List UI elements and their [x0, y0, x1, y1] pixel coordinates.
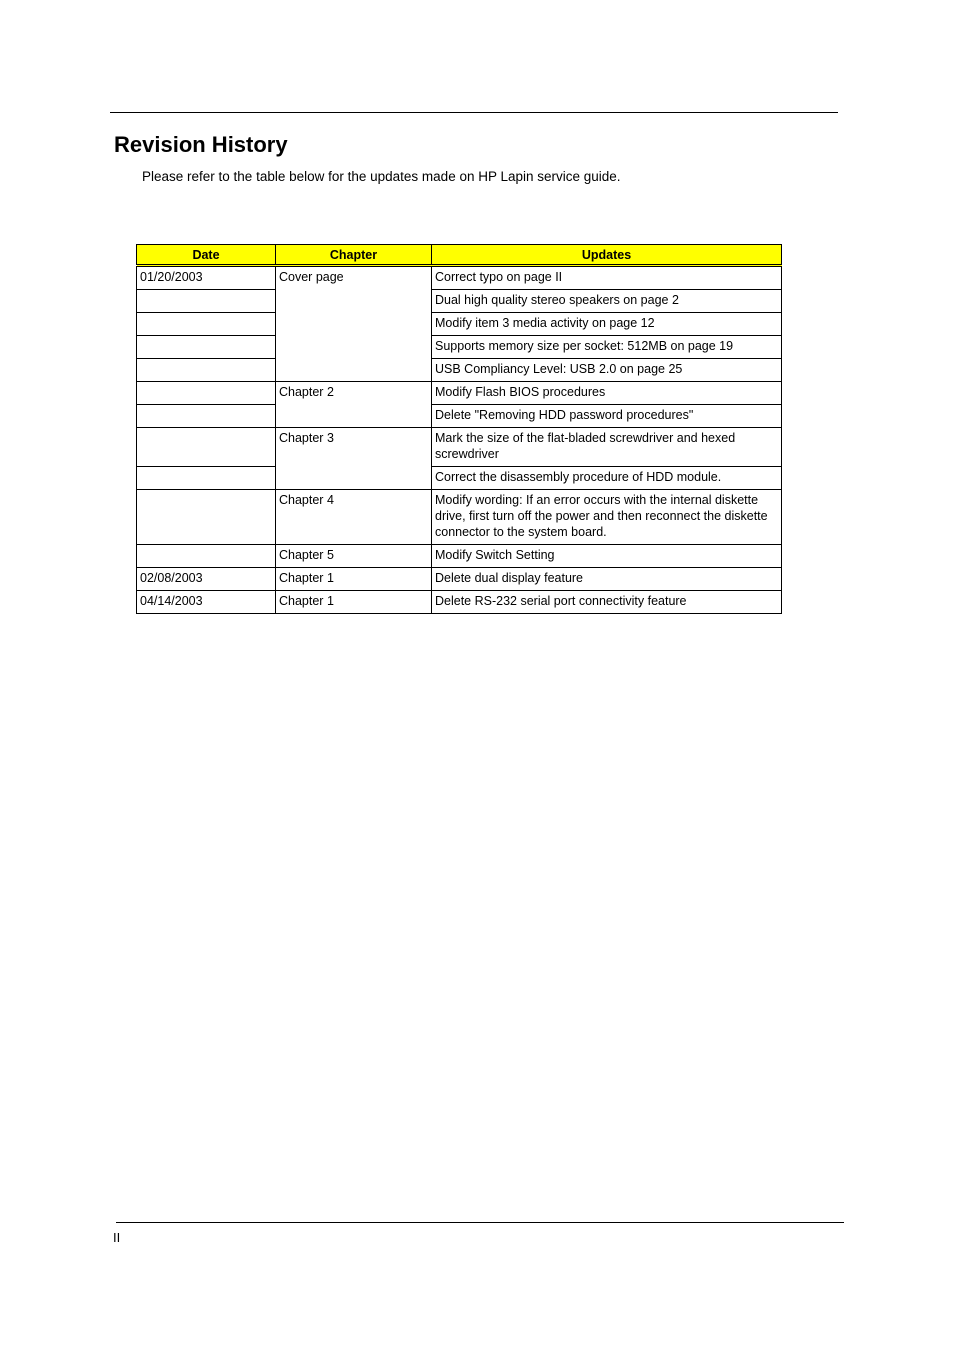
cell-update: Delete "Removing HDD password procedures": [432, 405, 782, 428]
cell-date: [137, 428, 276, 467]
table-row: [137, 336, 782, 359]
table-row: [137, 428, 782, 467]
cell-chapter: Chapter 1: [276, 591, 432, 614]
cell-chapter: Chapter 5: [276, 545, 432, 568]
cell-update: Modify Flash BIOS procedures: [432, 382, 782, 405]
table-row: [137, 591, 782, 614]
header-chapter: Chapter: [276, 245, 432, 266]
cell-chapter: Chapter 1: [276, 568, 432, 591]
page-number: II: [113, 1230, 121, 1245]
cell-date: 02/08/2003: [137, 568, 276, 591]
table-header-row: [137, 245, 782, 266]
bottom-rule: [116, 1222, 844, 1223]
cell-update: Correct the disassembly procedure of HDD module.: [432, 467, 782, 490]
header-date: Date: [137, 245, 276, 266]
page-title: Revision History: [114, 132, 288, 157]
table-row: [137, 359, 782, 382]
table-row: [137, 405, 782, 428]
table-row: [137, 290, 782, 313]
cell-chapter: Cover page: [276, 266, 432, 382]
cell-date: [137, 490, 276, 545]
cell-date: 04/14/2003: [137, 591, 276, 614]
cell-chapter: Chapter 3: [276, 428, 432, 490]
cell-update: Delete dual display feature: [432, 568, 782, 591]
cell-update: Correct typo on page II: [432, 266, 782, 290]
cell-update: Modify Switch Setting: [432, 545, 782, 568]
header-updates: Updates: [432, 245, 782, 266]
table-row: [137, 568, 782, 591]
cell-update: Supports memory size per socket: 512MB on page 19: [432, 336, 782, 359]
table-row: [137, 266, 782, 290]
cell-update: Mark the size of the flat-bladed screwdriver and hexed screwdriver: [432, 428, 782, 467]
cell-chapter: Chapter 4: [276, 490, 432, 545]
cell-date: [137, 382, 276, 405]
cell-update: Modify wording: If an error occurs with the internal diskette drive, first turn off the power and then reconnect the diskette connector to the system board.: [432, 490, 782, 545]
table-row: [137, 545, 782, 568]
table-row: [137, 467, 782, 490]
cell-chapter: Chapter 2: [276, 382, 432, 428]
cell-date: [137, 545, 276, 568]
cell-date: [137, 467, 276, 490]
top-rule: [110, 112, 838, 113]
revision-table: [136, 244, 782, 614]
cell-date: [137, 336, 276, 359]
intro-paragraph: Please refer to the table below for the updates made on HP Lapin service guide.: [142, 169, 621, 184]
cell-update: USB Compliancy Level: USB 2.0 on page 25: [432, 359, 782, 382]
cell-date: [137, 290, 276, 313]
cell-update: Modify item 3 media activity on page 12: [432, 313, 782, 336]
cell-date: [137, 313, 276, 336]
cell-date: 01/20/2003: [137, 266, 276, 290]
table-row: [137, 490, 782, 545]
cell-date: [137, 405, 276, 428]
table-row: [137, 313, 782, 336]
table-row: [137, 382, 782, 405]
cell-update: Dual high quality stereo speakers on page 2: [432, 290, 782, 313]
cell-update: Delete RS-232 serial port connectivity feature: [432, 591, 782, 614]
cell-date: [137, 359, 276, 382]
